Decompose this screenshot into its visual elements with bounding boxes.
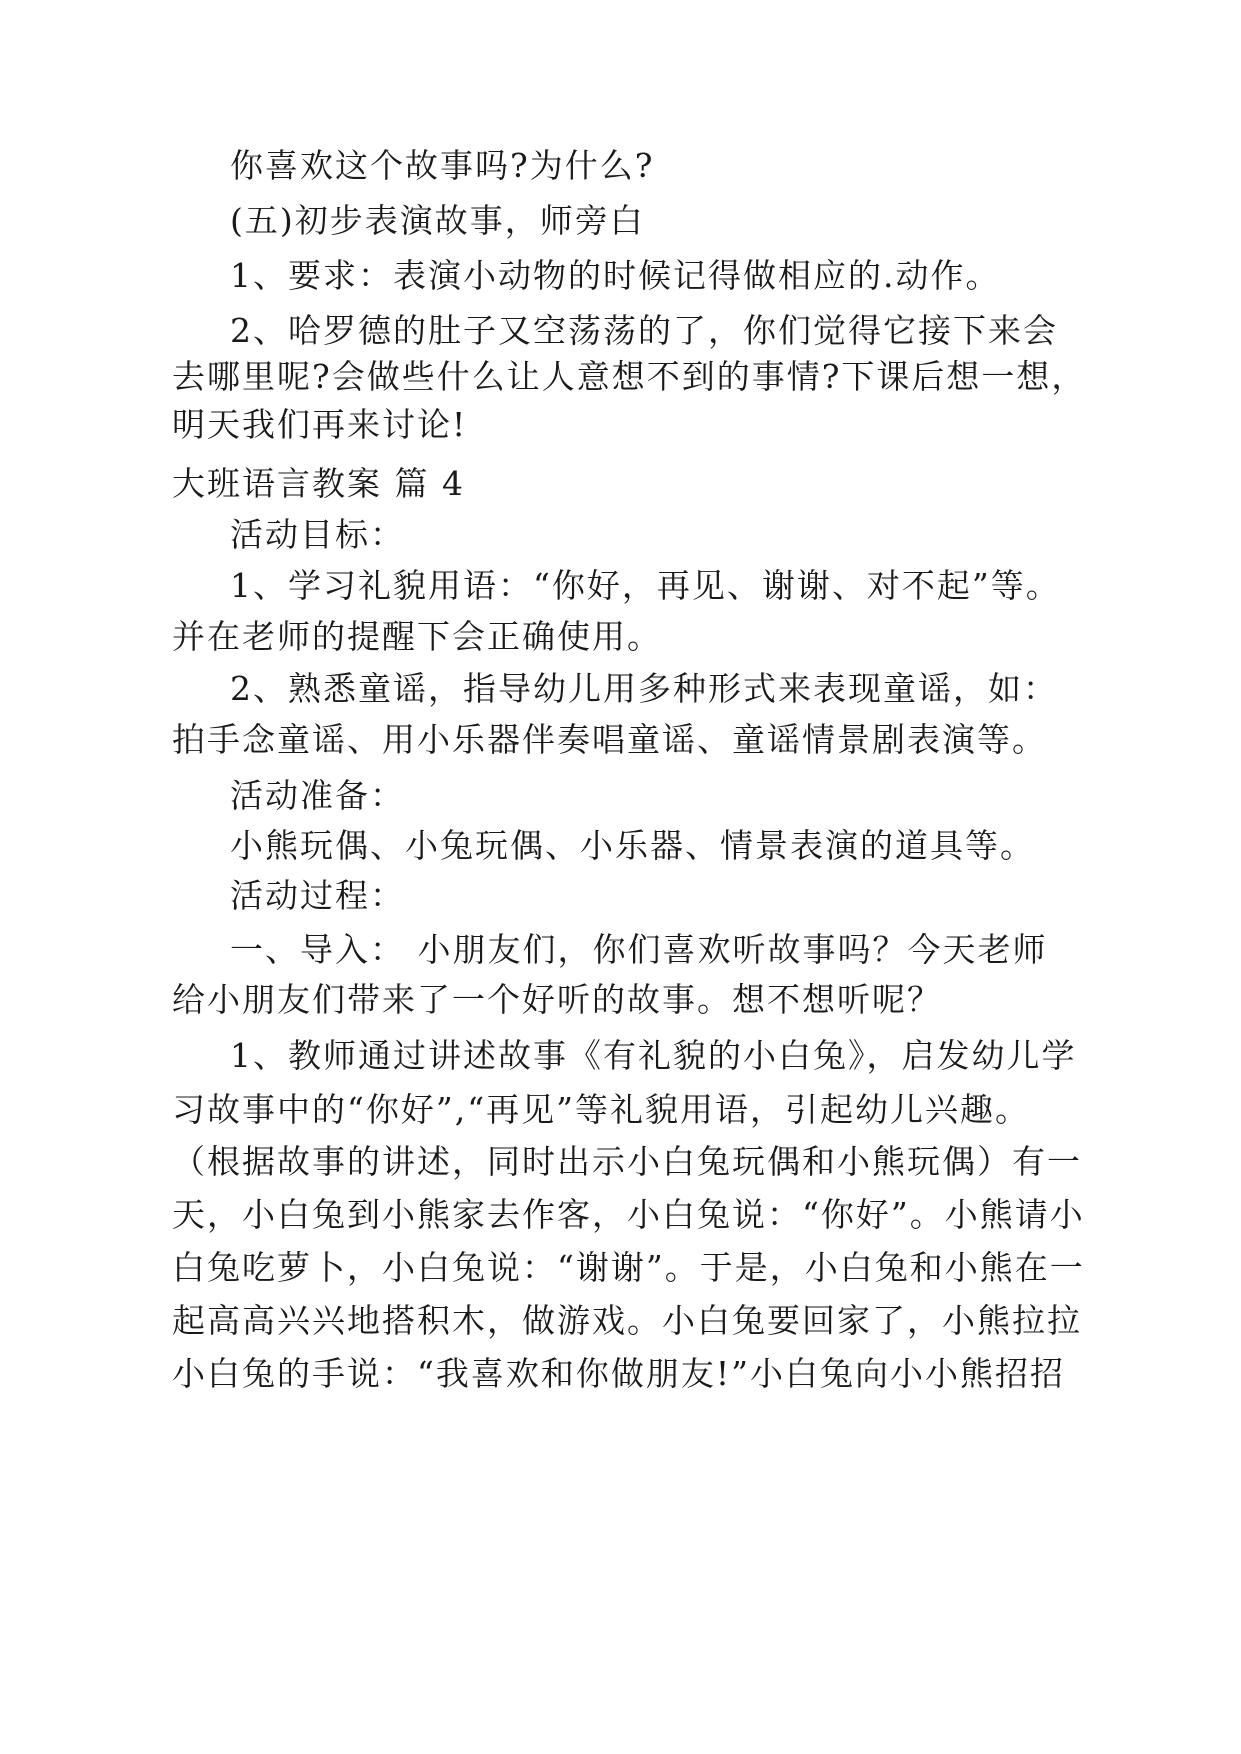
text-line: 1、教师通过讲述故事《有礼貌的小白兔》，启发幼儿学 [230,1036,1077,1075]
text-line: 去哪里呢?会做些什么让人意想不到的事情?下课后想一想， [172,357,1087,396]
text-line: 起高高兴兴地搭积木，做游戏。小白兔要回家了，小熊拉拉 [172,1301,1082,1340]
text-line: 小熊玩偶、小兔玩偶、小乐器、情景表演的道具等。 [230,826,1035,865]
text-line: 拍手念童谣、用小乐器伴奏唱童谣、童谣情景剧表演等。 [172,720,1047,759]
text-line: 小白兔的手说：“我喜欢和你做朋友!”小白兔向小小熊招招 [172,1354,1066,1393]
text-line: 一、导入： 小朋友们，你们喜欢听故事吗？今天老师 [230,930,1048,969]
text-line: 2、哈罗德的肚子又空荡荡的了，你们觉得它接下来会 [230,311,1058,350]
text-line: 1、要求：表演小动物的时候记得做相应的.动作。 [230,256,1001,295]
text-line: 白兔吃萝卜，小白兔说：“谢谢”。于是，小白兔和小熊在一 [172,1248,1085,1287]
text-line: 活动目标： [230,515,405,554]
text-line: 天，小白兔到小熊家去作客，小白兔说：“你好”。小熊请小 [172,1195,1085,1234]
text-line: （根据故事的讲述，同时出示小白兔玩偶和小熊玩偶）有一 [172,1142,1082,1181]
text-line: 活动准备： [230,776,405,815]
text-line: 明天我们再来讨论! [172,405,468,444]
text-line: 2、熟悉童谣，指导幼儿用多种形式来表现童谣，如： [230,669,1058,708]
text-line: 你喜欢这个故事吗?为什么? [230,146,655,185]
text-line: 给小朋友们带来了一个好听的故事。想不想听呢？ [172,980,942,1019]
text-line: (五)初步表演故事，师旁白 [230,201,645,240]
text-line: 活动过程： [230,876,405,915]
section-heading: 大班语言教案 篇 4 [172,464,465,503]
text-line: 并在老师的提醒下会正确使用。 [172,617,662,656]
text-line: 1、学习礼貌用语：“你好，再见、谢谢、对不起”等。 [230,566,1061,605]
text-line: 习故事中的“你好”,“再见”等礼貌用语，引起幼儿兴趣。 [172,1090,1030,1129]
